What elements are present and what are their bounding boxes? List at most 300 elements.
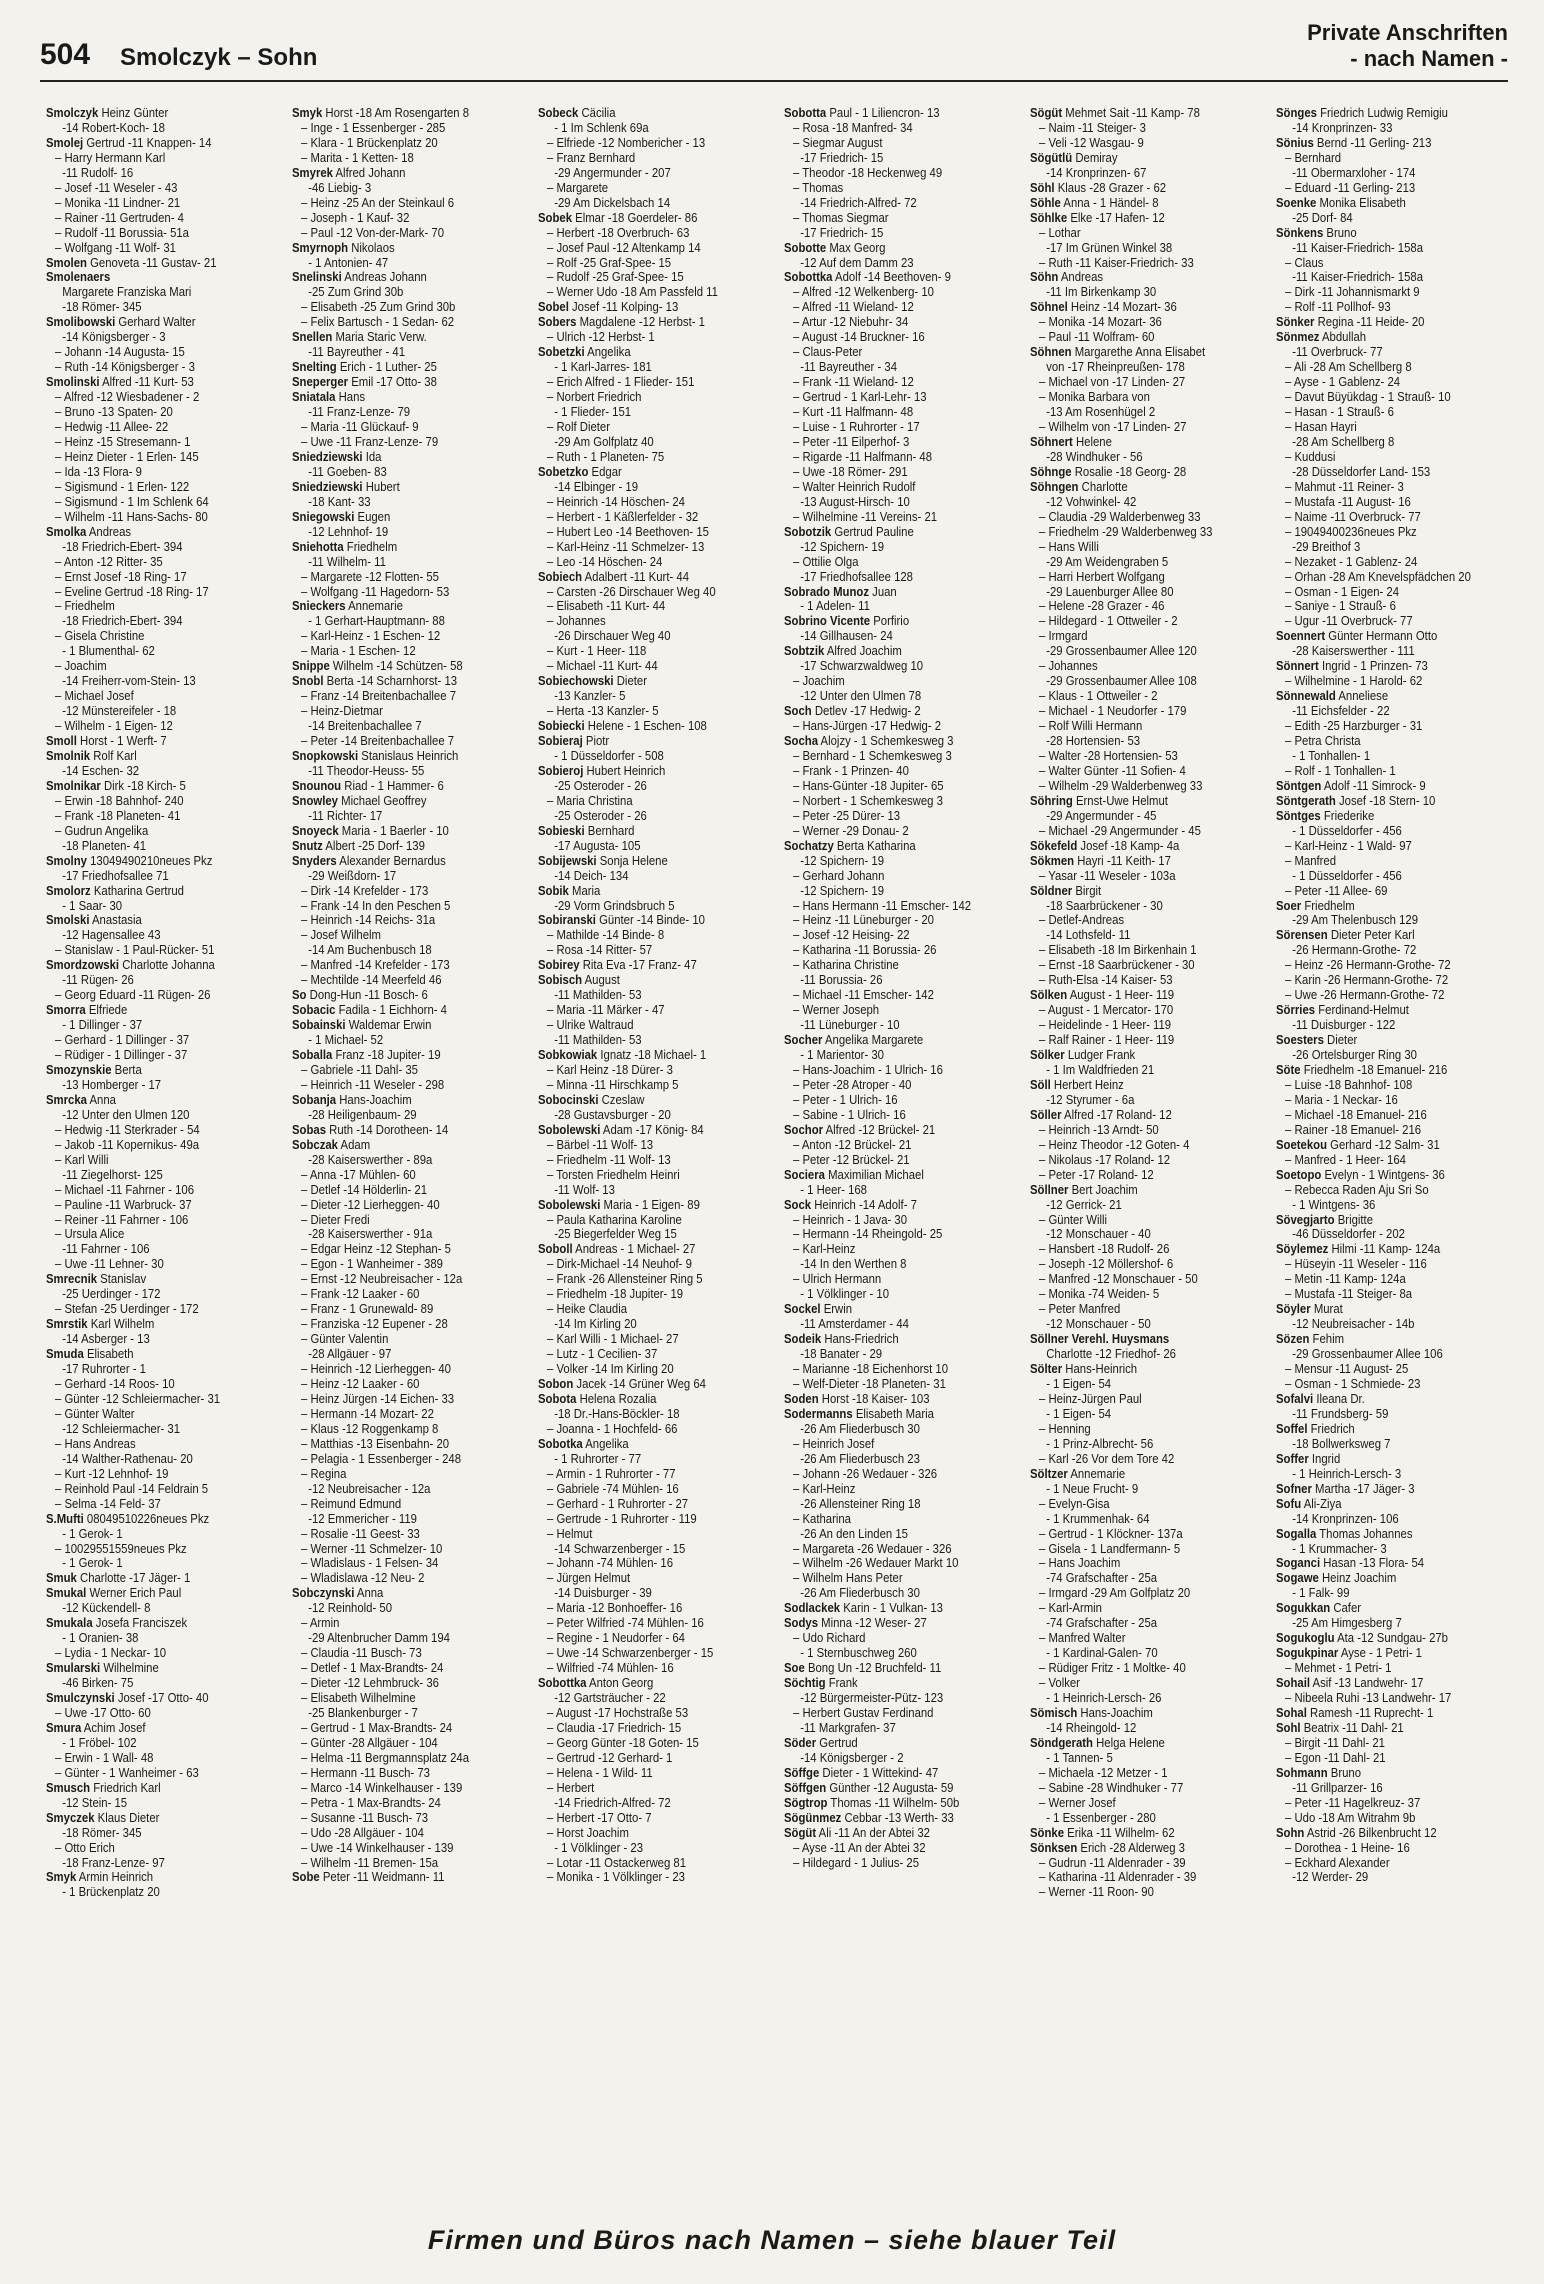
directory-subentry xyxy=(538,1138,747,1153)
directory-entry xyxy=(1276,689,1485,704)
directory-subentry xyxy=(292,958,501,973)
directory-entry-continuation xyxy=(292,1033,501,1048)
entry-details: Hasan -13 Flora- 54 xyxy=(1320,1556,1425,1571)
entry-details: – Helena - 1 Wild- 11 xyxy=(547,1765,653,1780)
directory-entry xyxy=(46,1781,255,1796)
directory-subentry xyxy=(1276,719,1485,734)
entry-details: Maria - 1 Baerler - 10 xyxy=(338,823,449,838)
entry-details: - 1 Völklinger - 23 xyxy=(554,1840,644,1855)
entry-surname: Söhlke xyxy=(1030,210,1068,225)
entry-details: – Ernst Josef -18 Ring- 17 xyxy=(55,569,187,584)
directory-subentry xyxy=(538,285,747,300)
entry-surname: Sneperger xyxy=(292,375,349,390)
entry-details: – Henning xyxy=(1039,1421,1091,1436)
entry-details: – Thomas xyxy=(793,180,844,195)
directory-subentry xyxy=(784,1362,993,1377)
directory-entry xyxy=(1276,629,1485,644)
entry-details: – Ayse -11 An der Abtei 32 xyxy=(793,1840,926,1855)
directory-entry-continuation xyxy=(784,599,993,614)
directory-subentry xyxy=(1276,375,1485,390)
directory-subentry xyxy=(1276,1362,1485,1377)
entry-surname: Sobotte xyxy=(784,240,827,255)
entry-surname: Soer xyxy=(1276,898,1302,913)
directory-subentry xyxy=(784,988,993,1003)
entry-details: – Gisela - 1 Landfermann- 5 xyxy=(1039,1541,1181,1556)
entry-details: - 1 Im Schlenk 69a xyxy=(554,120,649,135)
entry-details: – Georg Eduard -11 Rügen- 26 xyxy=(55,988,211,1003)
entry-details: -28 Kaiserswerther - 91a xyxy=(308,1227,433,1242)
directory-subentry xyxy=(538,1153,747,1168)
entry-surname: Sobisch xyxy=(538,973,583,988)
entry-details: Charlotte -17 Jäger- 1 xyxy=(76,1571,191,1586)
entry-details: -14 Duisburger - 39 xyxy=(554,1586,652,1601)
directory-subentry xyxy=(46,1213,255,1228)
entry-surname: Sobocinski xyxy=(538,1092,599,1107)
directory-subentry xyxy=(538,1078,747,1093)
directory-entry-continuation xyxy=(292,256,501,271)
entry-details: Nikolaos xyxy=(348,240,395,255)
directory-subentry xyxy=(46,480,255,495)
entry-details: – Heinrich Josef xyxy=(793,1436,875,1451)
entry-surname: Snellen xyxy=(292,330,333,345)
directory-entry xyxy=(538,958,747,973)
entry-details: Adalbert -11 Kurt- 44 xyxy=(582,569,690,584)
entry-details: – Werner -11 Roon- 90 xyxy=(1039,1885,1154,1900)
entry-details: – Minna -11 Hirschkamp 5 xyxy=(547,1077,679,1092)
entry-details: Anna xyxy=(86,1092,116,1107)
entry-details: – Dieter Fredi xyxy=(301,1212,370,1227)
directory-entry-continuation xyxy=(1030,734,1239,749)
directory-entry xyxy=(1276,226,1485,241)
directory-entry-continuation xyxy=(1276,1586,1485,1601)
directory-subentry xyxy=(292,704,501,719)
entry-details: – Rosa -18 Manfred- 34 xyxy=(793,120,913,135)
directory-entry xyxy=(538,1198,747,1213)
entry-details: -18 Planeten- 41 xyxy=(62,838,147,853)
entry-surname: Smuda xyxy=(46,1347,84,1362)
directory-entry-continuation xyxy=(46,764,255,779)
directory-entry xyxy=(784,1676,993,1691)
directory-subentry xyxy=(292,1497,501,1512)
directory-entry xyxy=(1276,1497,1485,1512)
entry-surname: Söllner Verehl. Huysmans xyxy=(1030,1332,1170,1347)
entry-details: – Joseph -12 Möllershof- 6 xyxy=(1039,1257,1174,1272)
entry-details: Hubert Heinrich xyxy=(583,763,666,778)
entry-details: – Naime -11 Overbruck- 77 xyxy=(1285,509,1421,524)
entry-details: – Friedhelm xyxy=(55,599,115,614)
entry-details: - 1 Gerok- 1 xyxy=(62,1556,123,1571)
directory-entry-continuation xyxy=(784,1347,993,1362)
directory-subentry xyxy=(292,1242,501,1257)
entry-details: Rolf Karl xyxy=(90,748,137,763)
directory-entry xyxy=(1030,1706,1239,1721)
directory-subentry xyxy=(1276,1287,1485,1302)
directory-entry xyxy=(46,1721,255,1736)
entry-details: – Ruth -11 Kaiser-Friedrich- 33 xyxy=(1039,255,1194,270)
entry-details: – Monika -11 Lindner- 21 xyxy=(55,195,181,210)
directory-subentry xyxy=(784,943,993,958)
directory-subentry xyxy=(292,1437,501,1452)
directory-entry xyxy=(46,1661,255,1676)
entry-details: – Erich Alfred - 1 Flieder- 151 xyxy=(547,375,695,390)
directory-entry xyxy=(46,525,255,540)
entry-details: – Michaela -12 Metzer - 1 xyxy=(1039,1765,1168,1780)
entry-details: – Monika -74 Weiden- 5 xyxy=(1039,1287,1160,1302)
directory-subentry xyxy=(46,794,255,809)
entry-details: Friedhelm xyxy=(343,539,398,554)
entry-details: – Hüseyin -11 Weseler - 116 xyxy=(1285,1257,1427,1272)
entry-surname: Sönmez xyxy=(1276,330,1320,345)
entry-details: -46 Birken- 75 xyxy=(62,1676,134,1691)
directory-subentry xyxy=(46,1377,255,1392)
directory-subentry xyxy=(1030,540,1239,555)
entry-details: Wilhelmine xyxy=(100,1661,159,1676)
entry-details: -14 Schwarzenberger - 15 xyxy=(554,1541,686,1556)
entry-surname: Sönker xyxy=(1276,315,1315,330)
entry-details: - 1 Karl-Jarres- 181 xyxy=(554,360,652,375)
directory-subentry xyxy=(46,943,255,958)
entry-surname: Sogukkan xyxy=(1276,1601,1331,1616)
directory-entry xyxy=(784,704,993,719)
entry-details: – Edith -25 Harzburger - 31 xyxy=(1285,719,1423,734)
directory-entry xyxy=(1276,1556,1485,1571)
entry-details: Bruno xyxy=(1327,1765,1362,1780)
directory-subentry xyxy=(1030,1422,1239,1437)
directory-subentry xyxy=(1276,555,1485,570)
entry-details: -17 Friedhofsallee 71 xyxy=(62,868,169,883)
entry-surname: Soennert xyxy=(1276,629,1326,644)
entry-details: Achim Josef xyxy=(81,1720,146,1735)
entry-details: -25 Uerdinger - 172 xyxy=(62,1287,161,1302)
entry-details: – Günter - 1 Wanheimer - 63 xyxy=(55,1765,199,1780)
entry-details: – Petra Christa xyxy=(1285,734,1361,749)
directory-subentry xyxy=(784,330,993,345)
entry-details: -18 Friedrich-Ebert- 394 xyxy=(62,539,183,554)
directory-subentry xyxy=(538,1556,747,1571)
entry-details: -14 Eschen- 32 xyxy=(62,763,140,778)
directory-subentry xyxy=(784,555,993,570)
entry-details: – Heidelinde - 1 Heer- 119 xyxy=(1039,1018,1172,1033)
entry-details: -29 Am Thelenbusch 129 xyxy=(1292,913,1419,928)
directory-entry-continuation xyxy=(1030,1721,1239,1736)
entry-details: – Josef Wilhelm xyxy=(301,928,382,943)
entry-details: – Susanne -11 Busch- 73 xyxy=(301,1810,429,1825)
entry-details: – Frank -26 Allensteiner Ring 5 xyxy=(547,1272,703,1287)
entry-details: – Dirk -11 Johannismarkt 9 xyxy=(1285,285,1420,300)
directory-entry xyxy=(1030,1183,1239,1198)
entry-surname: Sobottka xyxy=(538,1676,587,1691)
entry-details: Adolf -14 Beethoven- 9 xyxy=(832,270,951,285)
entry-details: – Regine - 1 Neudorfer - 64 xyxy=(547,1631,685,1646)
entry-details: - 1 Krummacher- 3 xyxy=(1292,1541,1387,1556)
directory-subentry xyxy=(46,1841,255,1856)
directory-entry-continuation xyxy=(46,1168,255,1183)
directory-subentry xyxy=(538,1063,747,1078)
entry-details: – Davut Büyükdag - 1 Strauß- 10 xyxy=(1285,390,1451,405)
directory-entry-continuation xyxy=(46,1885,255,1900)
entry-details: – Rudolf -11 Borussia- 51a xyxy=(55,225,189,240)
entry-details: -14 Lothsfeld- 11 xyxy=(1046,928,1131,943)
directory-entry-continuation xyxy=(46,1078,255,1093)
entry-details: Karl Wilhelm xyxy=(87,1317,155,1332)
entry-details: – Paula Katharina Karoline xyxy=(547,1212,682,1227)
entry-surname: Sobotka xyxy=(538,1436,583,1451)
directory-entry-continuation xyxy=(1030,928,1239,943)
directory-entry-continuation xyxy=(46,1736,255,1751)
entry-details: Alfred -11 Kurt- 53 xyxy=(99,375,194,390)
entry-details: – Franz - 1 Grunewald- 89 xyxy=(301,1302,434,1317)
directory-entry-continuation xyxy=(46,674,255,689)
directory-entry xyxy=(538,1123,747,1138)
entry-details: Edgar xyxy=(588,464,622,479)
entry-details: -12 Unter den Ulmen 120 xyxy=(62,1107,190,1122)
entry-details: -11 Bayreuther - 41 xyxy=(308,345,406,360)
entry-details: Hayri -11 Keith- 17 xyxy=(1074,853,1171,868)
directory-subentry xyxy=(784,1078,993,1093)
entry-details: Riad - 1 Hammer- 6 xyxy=(341,778,444,793)
directory-entry xyxy=(46,749,255,764)
entry-surname: Smolenaers xyxy=(46,270,111,285)
directory-subentry xyxy=(538,943,747,958)
entry-details: – Luise -18 Bahnhof- 108 xyxy=(1285,1077,1413,1092)
directory-subentry xyxy=(784,1153,993,1168)
entry-details: Charlotte -12 Friedhof- 26 xyxy=(1046,1347,1176,1362)
directory-entry-continuation xyxy=(1030,1407,1239,1422)
directory-entry xyxy=(538,1392,747,1407)
directory-subentry xyxy=(46,1048,255,1063)
directory-subentry xyxy=(538,599,747,614)
directory-subentry xyxy=(784,1856,993,1871)
directory-entry xyxy=(538,719,747,734)
entry-details: -12 Hagensallee 43 xyxy=(62,928,161,943)
entry-details: Martha -17 Jäger- 3 xyxy=(1311,1481,1415,1496)
entry-details: – Udo -28 Allgäuer - 104 xyxy=(301,1825,424,1840)
directory-entry xyxy=(538,973,747,988)
entry-details: Hans-Friedrich xyxy=(821,1332,899,1347)
entry-surname: Sobik xyxy=(538,883,569,898)
directory-entry xyxy=(1276,1676,1485,1691)
directory-entry xyxy=(1276,1452,1485,1467)
directory-entry-continuation xyxy=(292,285,501,300)
entry-details: -12 Bürgermeister-Pütz- 123 xyxy=(800,1691,944,1706)
entry-surname: Söltzer xyxy=(1030,1466,1068,1481)
entry-surname: Sobetzko xyxy=(538,464,589,479)
entry-details: -29 Am Weidengraben 5 xyxy=(1046,554,1169,569)
directory-entry xyxy=(46,1347,255,1362)
directory-subentry xyxy=(46,555,255,570)
entry-details: -12 Kückendell- 8 xyxy=(62,1601,151,1616)
directory-entry-continuation xyxy=(292,764,501,779)
directory-entry-continuation xyxy=(784,1586,993,1601)
entry-details: – Wilhelmine - 1 Harold- 62 xyxy=(1285,674,1423,689)
directory-entry-continuation xyxy=(292,1482,501,1497)
directory-entry-continuation xyxy=(292,345,501,360)
directory-subentry xyxy=(1276,1811,1485,1826)
entry-surname: Smyrek xyxy=(292,165,333,180)
entry-details: – Karl-Heinz - 1 Wald- 97 xyxy=(1285,838,1412,853)
directory-entry-continuation xyxy=(538,899,747,914)
entry-details: – Monika Barbara von xyxy=(1039,390,1150,405)
entry-details: Alfred Johann xyxy=(332,165,406,180)
entry-details: – Elfriede -12 Nombericher - 13 xyxy=(547,135,706,150)
directory-entry xyxy=(46,1512,255,1527)
entry-details: – Detlef-Andreas xyxy=(1039,913,1125,928)
entry-details: Hubert xyxy=(362,479,400,494)
directory-entry xyxy=(46,734,255,749)
entry-details: – Rosalie -11 Geest- 33 xyxy=(301,1526,420,1541)
directory-entry xyxy=(784,839,993,854)
entry-surname: Sohn xyxy=(1276,1825,1305,1840)
directory-subentry xyxy=(46,809,255,824)
entry-details: Max Georg xyxy=(826,240,886,255)
directory-subentry xyxy=(784,1108,993,1123)
directory-entry xyxy=(292,1093,501,1108)
directory-entry xyxy=(1030,1048,1239,1063)
directory-entry xyxy=(1276,330,1485,345)
entry-surname: Smularski xyxy=(46,1661,101,1676)
entry-details: – Günter -28 Allgäuer - 104 xyxy=(301,1735,438,1750)
directory-subentry xyxy=(292,1542,501,1557)
directory-subentry xyxy=(1030,390,1239,405)
entry-details: Friedhelm -18 Emanuel- 216 xyxy=(1300,1063,1448,1077)
directory-subentry xyxy=(1276,734,1485,749)
directory-subentry xyxy=(1030,659,1239,674)
entry-details: – Josef -11 Weseler - 43 xyxy=(55,180,178,195)
directory-subentry xyxy=(538,1257,747,1272)
entry-details: - 1 Heinrich-Lersch- 26 xyxy=(1046,1691,1162,1706)
directory-entry xyxy=(538,884,747,899)
entry-surname: Sobtzik xyxy=(784,644,825,659)
entry-surname: S.Mufti xyxy=(46,1511,84,1526)
entry-details: – Sabine - 1 Ulrich- 16 xyxy=(793,1107,906,1122)
directory-entry xyxy=(46,1317,255,1332)
entry-details: – Ruth-Elsa -14 Kaiser- 53 xyxy=(1039,973,1173,988)
directory-entry xyxy=(538,734,747,749)
directory-entry-continuation xyxy=(784,659,993,674)
entry-surname: Sobiechowski xyxy=(538,674,614,689)
directory-entry-continuation xyxy=(538,435,747,450)
directory-entry xyxy=(292,824,501,839)
directory-subentry xyxy=(1276,674,1485,689)
directory-subentry xyxy=(1030,1138,1239,1153)
entry-details: – Helmut xyxy=(547,1526,593,1541)
entry-surname: Sönges xyxy=(1276,106,1317,120)
entry-details: – Claudia -29 Walderbenweg 33 xyxy=(1039,509,1201,524)
directory-subentry xyxy=(46,1542,255,1557)
directory-entry-continuation xyxy=(1276,1512,1485,1527)
directory-subentry xyxy=(46,689,255,704)
directory-entry xyxy=(292,1123,501,1138)
page-header xyxy=(40,18,1508,82)
entry-details: – Herbert - 1 Käßlerfelder - 32 xyxy=(547,509,699,524)
entry-details: August xyxy=(582,973,620,988)
entry-details: Herbert Heinz xyxy=(1050,1077,1124,1092)
entry-details: – Anton -12 Ritter- 35 xyxy=(55,554,163,569)
entry-details: – Hans Joachim xyxy=(1039,1556,1121,1571)
directory-entry xyxy=(784,585,993,600)
entry-details: Heinrich -14 Adolf- 7 xyxy=(811,1197,917,1212)
entry-details: – Wilhelm - 1 Eigen- 12 xyxy=(55,719,173,734)
entry-details: -17 Augusta- 105 xyxy=(554,838,641,853)
directory-entry-continuation xyxy=(1276,1048,1485,1063)
entry-details: – Osman - 1 Schmiede- 23 xyxy=(1285,1377,1421,1392)
directory-entry xyxy=(1030,270,1239,285)
entry-details: – Werner Josef xyxy=(1039,1795,1116,1810)
directory-entry xyxy=(538,854,747,869)
entry-surname: Smolen xyxy=(46,255,87,270)
directory-subentry xyxy=(1030,614,1239,629)
directory-subentry xyxy=(1276,390,1485,405)
directory-subentry xyxy=(784,1571,993,1586)
directory-subentry xyxy=(538,330,747,345)
entry-surname: Sobieroj xyxy=(538,763,584,778)
entry-details: - 1 Neue Frucht- 9 xyxy=(1046,1481,1139,1496)
directory-subentry xyxy=(1030,958,1239,973)
entry-details: Hans-Joachim xyxy=(336,1092,412,1107)
entry-details: – Günter -12 Schleiermacher- 31 xyxy=(55,1391,221,1406)
directory-subentry xyxy=(784,809,993,824)
directory-entry xyxy=(292,510,501,525)
entry-details: – Horst Joachim xyxy=(547,1825,629,1840)
directory-entry-continuation xyxy=(1276,1407,1485,1422)
entry-details: – Eckhard Alexander xyxy=(1285,1855,1390,1870)
entry-details: – Irmgard -29 Am Golfplatz 20 xyxy=(1039,1586,1191,1601)
entry-details: -14 Kronprinzen- 106 xyxy=(1292,1511,1399,1526)
entry-surname: Smolnikar xyxy=(46,778,101,793)
directory-entry-continuation xyxy=(784,1646,993,1661)
entry-surname: Söhl xyxy=(1030,180,1055,195)
entry-details: – Sabine -28 Windhuker - 77 xyxy=(1039,1780,1184,1795)
entry-surname: Sölker xyxy=(1030,1048,1065,1063)
directory-entry-continuation xyxy=(1030,1691,1239,1706)
entry-surname: Söder xyxy=(784,1735,817,1750)
entry-details: – Peter -28 Atroper - 40 xyxy=(793,1077,912,1092)
entry-details: – Hubert Leo -14 Beethoven- 15 xyxy=(547,524,709,539)
directory-subentry xyxy=(1276,1123,1485,1138)
entry-surname: Sögtrop xyxy=(784,1795,828,1810)
directory-entry-continuation xyxy=(46,644,255,659)
directory-entry xyxy=(1276,1706,1485,1721)
entry-details: – Georg Günter -18 Goten- 15 xyxy=(547,1735,699,1750)
directory-entry-continuation xyxy=(538,1841,747,1856)
directory-entry-continuation xyxy=(46,1856,255,1871)
entry-surname: Smusch xyxy=(46,1780,91,1795)
entry-surname: Sobrado Munoz xyxy=(784,584,870,599)
entry-surname: Smolorz xyxy=(46,883,91,898)
directory-entry xyxy=(538,674,747,689)
entry-details: – August -14 Bruckner- 16 xyxy=(793,330,925,345)
directory-entry-continuation xyxy=(538,1183,747,1198)
entry-details: -29 Am Dickelsbach 14 xyxy=(554,195,671,210)
directory-entry-continuation xyxy=(784,196,993,211)
directory-column-4 xyxy=(784,106,993,2170)
directory-subentry xyxy=(1030,1242,1239,1257)
entry-details: -74 Grafschafter - 25a xyxy=(1046,1571,1158,1586)
directory-entry-continuation xyxy=(1030,241,1239,256)
entry-details: - 1 Fröbel- 102 xyxy=(62,1735,137,1750)
entry-details: – Reinhold Paul -14 Feldrain 5 xyxy=(55,1481,209,1496)
directory-entry-continuation xyxy=(784,1527,993,1542)
directory-subentry xyxy=(292,1841,501,1856)
directory-subentry xyxy=(46,988,255,1003)
entry-details: – Helene -28 Grazer - 46 xyxy=(1039,599,1165,614)
entry-details: – Heinrich -13 Arndt- 50 xyxy=(1039,1122,1159,1137)
directory-subentry xyxy=(1276,1377,1485,1392)
directory-entry xyxy=(784,1033,993,1048)
directory-entry-continuation xyxy=(784,360,993,375)
entry-details: – Hermann -14 Rheingold- 25 xyxy=(793,1227,943,1242)
entry-details: -25 Biegerfelder Weg 15 xyxy=(554,1227,677,1242)
